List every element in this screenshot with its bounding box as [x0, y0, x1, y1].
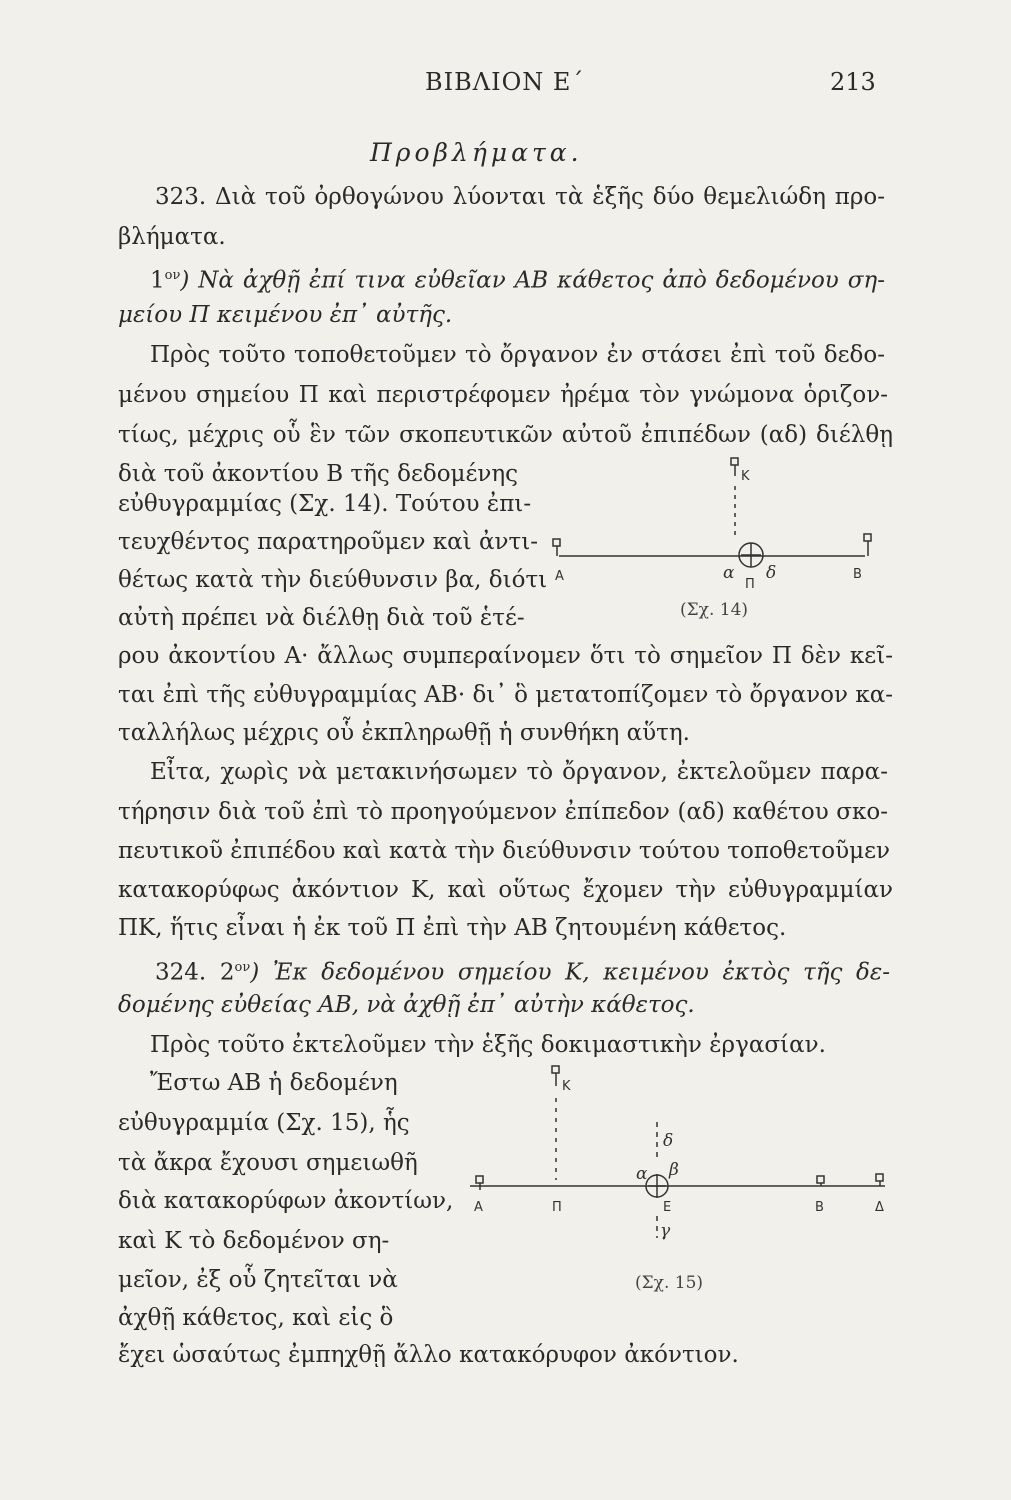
- label-gamma: γ: [660, 1221, 671, 1241]
- figure-15: [460, 1058, 900, 1258]
- stake-a-icon: [553, 539, 560, 546]
- text-line: διὰ κατακορύφων ἀκοντίων,: [118, 1188, 454, 1214]
- text-line: Πρὸς τοῦτο τοποθετοῦμεν τὸ ὄργανον ἐν στάσει ἐπὶ τοῦ δεδο-: [150, 342, 885, 368]
- figure-15-caption: (Σχ. 15): [635, 1273, 704, 1293]
- label-k: K: [741, 469, 750, 484]
- label-k: K: [562, 1079, 571, 1094]
- label-b: B: [815, 1200, 824, 1215]
- text-line: μεῖον, ἐξ οὗ ζητεῖται νὰ: [118, 1267, 398, 1293]
- text-line: αὐτὴ πρέπει νὰ διέλθῃ διὰ τοῦ ἑτέ-: [118, 605, 525, 631]
- text-line: Πρὸς τοῦτο ἐκτελοῦμεν τὴν ἑξῆς δοκιμαστικὴν ἐργασίαν.: [150, 1032, 826, 1058]
- text-line: Ἔστω ΑΒ ἡ δεδομένη: [150, 1070, 398, 1096]
- text-line: τίως, μέχρις οὗ ἓν τῶν σκοπευτικῶν αὐτοῦ ἐπιπέδων (αδ) διέλθῃ: [118, 422, 893, 448]
- text-line: ἔχει ὡσαύτως ἐμπηχθῇ ἄλλο κατακόρυφον ἀκόντιον.: [118, 1342, 739, 1368]
- label-beta: β: [669, 1160, 679, 1180]
- text-line: τήρησιν διὰ τοῦ ἐπὶ τὸ προηγούμενον ἐπίπεδον (αδ) καθέτου σκο-: [118, 799, 888, 825]
- label-a: A: [474, 1200, 483, 1215]
- text-line: μείου Π κειμένου ἐπ᾽ αὐτῆς.: [118, 302, 453, 328]
- text-line: θέτως κατὰ τὴν διεύθυνσιν βα, διότι: [118, 567, 548, 593]
- label-b: B: [853, 567, 862, 582]
- text-line: εὐθυγραμμίας (Σχ. 14). Τούτου ἐπι-: [118, 491, 532, 517]
- page-number: 213: [830, 68, 876, 96]
- text-line: δομένης εὐθείας ΑΒ, νὰ ἀχθῇ ἐπ᾽ αὐτὴν κάθετος.: [118, 992, 695, 1018]
- text-line: ΠΚ, ἥτις εἶναι ἡ ἐκ τοῦ Π ἐπὶ τὴν ΑΒ ζητουμένη κάθετος.: [118, 915, 787, 941]
- text-line: τευχθέντος παρατηροῦμεν καὶ ἀντι-: [118, 529, 539, 555]
- text-line: πευτικοῦ ἐπιπέδου καὶ κατὰ τὴν διεύθυνσιν τούτου τοποθετοῦμεν: [118, 838, 890, 864]
- stake-k-icon: [731, 458, 738, 465]
- label-delta: δ: [766, 563, 777, 583]
- label-alpha: α: [723, 563, 735, 583]
- text-line: 323. Διὰ τοῦ ὀρθογώνου λύονται τὰ ἑξῆς δύο θεμελιώδη προ-: [155, 184, 885, 210]
- label-delta-upper: Δ: [875, 1200, 884, 1215]
- text-line: Εἶτα, χωρὶς νὰ μετακινήσωμεν τὸ ὄργανον, ἐκτελοῦμεν παρα-: [150, 759, 888, 785]
- stake-b-icon: [864, 534, 871, 541]
- label-pi: Π: [552, 1200, 562, 1215]
- stake-k-icon: [552, 1066, 559, 1073]
- stake-b-icon: [817, 1176, 824, 1183]
- text-line: καὶ Κ τὸ δεδομένον ση-: [118, 1228, 390, 1254]
- label-alpha: α: [636, 1164, 648, 1184]
- text-line: ταλλήλως μέχρις οὗ ἐκπληρωθῇ ἡ συνθήκη αὕτη.: [118, 720, 690, 746]
- label-a: A: [555, 569, 564, 584]
- text-line: ἀχθῇ κάθετος, καὶ εἰς ὃ: [118, 1305, 394, 1331]
- stake-delta-icon: [876, 1174, 883, 1181]
- stake-a-icon: [476, 1176, 483, 1183]
- text-line: εὐθυγραμμία (Σχ. 15), ἧς: [118, 1110, 410, 1136]
- label-pi: Π: [745, 577, 755, 590]
- text-line: βλήματα.: [118, 224, 226, 250]
- figure-14: [545, 450, 890, 590]
- text-line: μένου σημείου Π καὶ περιστρέφομεν ἠρέμα τὸν γνώμονα ὁριζον-: [118, 382, 888, 408]
- text-line: διὰ τοῦ ἀκοντίου Β τῆς δεδομένης: [118, 461, 519, 487]
- problem-1-statement: $1^{o\nu}$) Νὰ ἀχθῇ ἐπί τινα εὐθεῖαν ΑΒ κάθετος ἀπὸ δεδομένου ση-: [150, 267, 885, 294]
- label-delta: δ: [663, 1131, 674, 1151]
- problem-2-statement: 324. $2^{o\nu}$) Ἐκ δεδομένου σημείου Κ, κειμένου ἐκτὸς τῆς δε-: [155, 959, 890, 986]
- text-line: κατακορύφως ἀκόντιον Κ, καὶ οὕτως ἔχομεν τὴν εὐθυγραμμίαν: [118, 877, 893, 903]
- label-e: E: [663, 1200, 672, 1215]
- running-header: ΒΙΒΛΙΟΝ Ε΄: [425, 68, 585, 96]
- section-heading: Προβλήματα.: [370, 138, 583, 167]
- figure-14-caption: (Σχ. 14): [680, 600, 749, 620]
- text-line: ρου ἀκοντίου Α· ἄλλως συμπεραίνομεν ὅτι τὸ σημεῖον Π δὲν κεῖ-: [118, 643, 893, 669]
- text-line: ται ἐπὶ τῆς εὐθυγραμμίας ΑΒ· δι᾽ ὃ μετατοπίζομεν τὸ ὄργανον κα-: [118, 682, 893, 708]
- text-line: τὰ ἄκρα ἔχουσι σημειωθῆ: [118, 1150, 418, 1176]
